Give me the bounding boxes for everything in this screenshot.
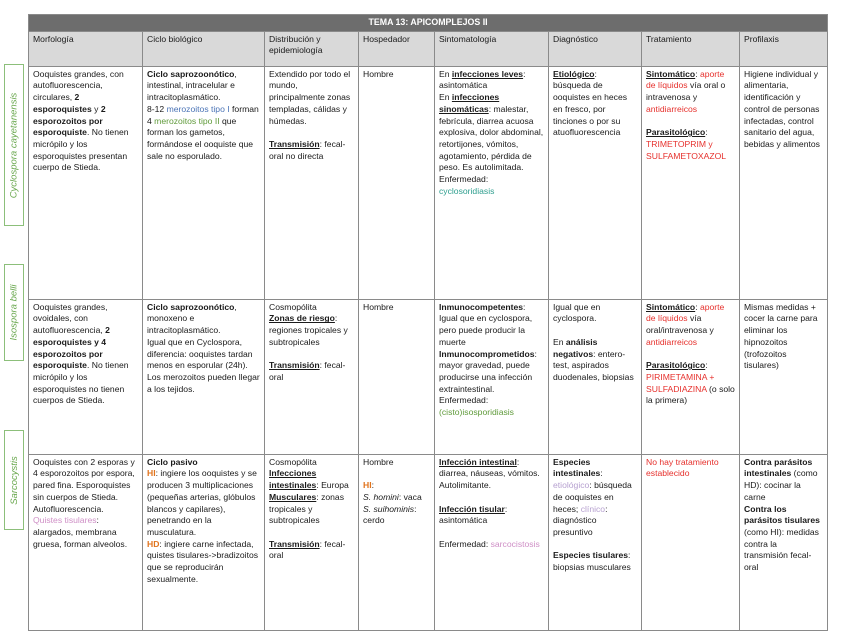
bold-text: Inmunocompetentes xyxy=(439,301,524,312)
table-row-sarcocystis xyxy=(29,454,828,630)
underlined-heading: Infección intestinal xyxy=(439,456,517,467)
bold-text: Ciclo pasivo xyxy=(147,456,198,467)
bold-text: análisis negativos xyxy=(553,336,598,359)
cell-tratamiento xyxy=(642,66,740,299)
text: (como HI): medidas contra la transmisión fecal-oral xyxy=(744,526,819,573)
lilac-term: etiológico xyxy=(553,480,590,491)
side-label-sarcocystis xyxy=(4,430,24,530)
text: : fecal-oral xyxy=(269,538,346,561)
pink-term: Quistes tisulares xyxy=(33,515,97,526)
cell-ciclo xyxy=(143,299,265,454)
text: : xyxy=(705,360,708,371)
bold-text: Ciclo saprozoonótico xyxy=(147,301,235,312)
hi-label: HI xyxy=(363,480,372,491)
bold-text: Inmunocomprometidos xyxy=(439,348,535,359)
text: : diarrea, náuseas, vómitos. Autolimitante. xyxy=(439,456,540,491)
underlined-heading: Parasitológico xyxy=(646,127,706,138)
disease-name: sarcocistosis xyxy=(490,538,540,549)
underlined-heading: Parasitológico xyxy=(646,360,706,371)
text: : xyxy=(695,68,700,79)
table-row-isospora xyxy=(29,299,828,454)
text: Enfermedad: xyxy=(439,538,491,549)
text: Ooquistes grandes, con autofluorescencia, circulares, xyxy=(33,68,124,103)
text: : vaca xyxy=(398,491,422,502)
text: 8-12 xyxy=(147,103,167,114)
header-ciclo: Ciclo biológico xyxy=(143,31,265,66)
cell-ciclo xyxy=(143,66,265,299)
text: , intestinal, intracelular e intracitoplasmático. xyxy=(147,68,237,103)
text: Ooquistes grandes, ovoidales, con autofluorescencia, xyxy=(33,301,108,336)
table-row-cyclospora xyxy=(29,66,828,299)
header-distribucion: Distribución y epidemiología xyxy=(265,31,359,66)
text: . No tienen micrópilo y los esporoquistes presentan cuerpo de Stieda. xyxy=(33,127,129,173)
drug-name: PIRIMETAMINA + SULFADIAZINA xyxy=(646,371,715,394)
cell-profilaxis xyxy=(740,299,828,454)
underlined-heading: infecciones sinomáticas xyxy=(439,92,500,114)
cell-profilaxis xyxy=(740,66,828,299)
text: Hombre xyxy=(363,301,394,312)
header-sintomatologia: Sintomatología xyxy=(435,31,549,66)
header-tratamiento: Tratamiento xyxy=(642,31,740,66)
cell-sintomatologia xyxy=(435,454,549,630)
red-text: aporte de líquidos xyxy=(646,301,725,324)
text: Igual que en cyclospora. xyxy=(553,301,601,324)
lilac-term: clínico xyxy=(580,503,606,514)
text: : alargados, membrana gruesa, forman alveolos. xyxy=(33,515,128,549)
text: y xyxy=(91,103,101,114)
text: : fecal-oral xyxy=(269,360,346,382)
side-label-isospora-text: Isospora belli xyxy=(8,284,20,341)
underlined-heading: Etiológico xyxy=(553,68,595,79)
underlined-heading: Transmisión xyxy=(269,538,320,549)
cell-ciclo xyxy=(143,454,265,630)
bold-text: 2 esporoquistes xyxy=(33,92,92,114)
cell-sintomatologia xyxy=(435,66,549,299)
text: : xyxy=(695,301,700,312)
text: : asintomática xyxy=(439,503,508,526)
side-label-sarcocystis-text: Sarcocystis xyxy=(8,455,20,505)
hd-label: HD xyxy=(147,538,160,549)
text: , monoxeno e intracitoplasmático. xyxy=(147,301,237,336)
side-label-cyclospora xyxy=(4,64,24,226)
cell-sintomatologia xyxy=(435,299,549,454)
text: : entero-test, aspirados duodenales, biopsias xyxy=(553,348,634,382)
species-name: S. suihominis xyxy=(363,503,415,514)
side-label-isospora xyxy=(4,264,24,361)
underlined-heading: infecciones leves xyxy=(451,68,524,79)
text: Cosmopólita xyxy=(269,301,317,312)
text: : regiones tropicales y subtropicales xyxy=(269,313,348,347)
text: : zonas tropicales y subtropicales xyxy=(269,491,345,526)
underlined-heading: Infección tisular xyxy=(439,503,505,514)
text: Los merozoitos pueden llegar a los tejidos. xyxy=(147,371,260,394)
disease-name: cyclosoridiasis xyxy=(439,185,495,196)
red-text: aporte de líquidos xyxy=(646,68,725,91)
text: En xyxy=(439,92,452,103)
text: : búsqueda de ooquistes en heces en fresco, por tinciones o por su atuofluorescencia xyxy=(553,68,628,138)
bold-text: Contra los parásitos tisulares xyxy=(744,503,820,526)
text: En xyxy=(439,68,452,79)
text: (o solo la primera) xyxy=(646,383,735,406)
cell-diagnostico xyxy=(549,454,642,630)
text: Hombre xyxy=(363,456,394,467)
cell-morfologia xyxy=(29,299,143,454)
red-text: No hay tratamiento establecido xyxy=(646,456,719,479)
header-diagnostico: Diagnóstico xyxy=(549,31,642,66)
disease-name: (cisto)isosporidiasis xyxy=(439,407,514,418)
text: : biopsias musculares xyxy=(553,550,631,573)
underlined-heading: Zonas de riesgo xyxy=(269,313,335,324)
underlined-heading: Transmisión xyxy=(269,360,320,371)
header-profilaxis: Profilaxis xyxy=(740,31,828,66)
text: Enfermedad: xyxy=(439,174,489,185)
cell-hospedador xyxy=(359,299,435,454)
cell-distribucion xyxy=(265,66,359,299)
hi-label: HI xyxy=(147,468,156,479)
text: Hombre xyxy=(363,68,394,79)
text: : xyxy=(600,468,603,479)
text: (como HD): cocinar la carne xyxy=(744,468,818,502)
text: . No tienen micrópilo y los esporoquistes no tienen cuerpos de Stieda. xyxy=(33,360,129,406)
text: : diagnóstico presuntivo xyxy=(553,503,608,537)
bold-text: Especies tisulares xyxy=(553,550,629,561)
text: En xyxy=(553,336,566,347)
drug-name: TRIMETOPRIM y SULFAMETOXAZOL xyxy=(646,138,727,161)
red-text: antidiarreicos xyxy=(646,336,698,347)
text: : xyxy=(371,480,374,491)
merozoitos-tipo-i: merozoitos tipo I xyxy=(166,103,230,114)
text: vía oral/intravenosa y xyxy=(646,313,714,336)
text: Cosmopólita xyxy=(269,456,317,467)
text: : asintomática xyxy=(439,68,526,91)
title-row xyxy=(29,15,828,32)
text: Enfermedad: xyxy=(439,395,489,406)
text: : ingiere los ooquistes y se producen 3 multiplicaciones (pequeñas arterias, glóbulos blancos y capilares), penetrando en la musculatura. xyxy=(147,468,257,537)
red-text: antidiarreicos xyxy=(646,103,698,114)
underlined-heading: Infecciones intestinales xyxy=(269,468,317,491)
cell-diagnostico xyxy=(549,299,642,454)
cell-hospedador xyxy=(359,66,435,299)
text: que forman los gametos, formándose el ooquiste que sale no esporulado. xyxy=(147,115,254,161)
bold-text: 2 esporozoitos por esporoquiste xyxy=(33,103,106,138)
cell-distribucion xyxy=(265,299,359,454)
bold-text: Contra parásitos intestinales xyxy=(744,456,813,479)
bold-text: Especies intestinales xyxy=(553,456,601,479)
text: : cerdo xyxy=(363,503,417,526)
cell-hospedador xyxy=(359,454,435,630)
underlined-heading: Sintomático xyxy=(646,68,696,79)
text: : mayor gravedad, puede producirse una infección extraintestinal. xyxy=(439,348,537,394)
table-title: TEMA 13: APICOMPLEJOS II xyxy=(29,15,828,32)
text: : fecal-oral no directa xyxy=(269,138,346,161)
text: vía oral o intravenosa y xyxy=(646,80,726,103)
cell-tratamiento xyxy=(642,299,740,454)
bold-text: 2 esporoquistes y 4 esporozoitos por esporoquiste xyxy=(33,325,110,371)
underlined-heading: Musculares xyxy=(269,491,317,502)
text: : ingiere carne infectada, quistes tisulares->bradizoitos que se reproducirán sexualmente. xyxy=(147,538,259,584)
text: Extendido por todo el mundo, principalmente zonas templadas, cálidas y húmedas. xyxy=(269,68,351,126)
text: Mismas medidas + cocer la carne para eliminar los hipnozoitos (trofozoitos tisulares) xyxy=(744,301,818,371)
text: : malestar, febrícula, diarrea acuosa explosiva, dolor abdominal, retortijones, vómitos, agotamiento, pérdida de peso. Es autolimitada. xyxy=(439,103,544,173)
text: : xyxy=(705,127,708,138)
merozoitos-tipo-ii: merozoitos tipo II xyxy=(154,115,220,126)
underlined-heading: Transmisión xyxy=(269,138,320,149)
text: : búsqueda de ooquistes en heces; xyxy=(553,480,632,514)
header-row xyxy=(29,31,828,66)
text: Ooquistes con 2 esporas y 4 esporozoitos por espora, pared fina. Esporoquistes sin cuerpos de Stieda. Autofluorescencia. xyxy=(33,456,135,514)
cell-diagnostico xyxy=(549,66,642,299)
underlined-heading: Sintomático xyxy=(646,301,696,312)
side-label-cyclospora-text: Cyclospora cayetanensis xyxy=(8,92,20,198)
species-name: S. homini xyxy=(363,491,399,502)
header-morfologia: Morfología xyxy=(29,31,143,66)
apicomplexa-table xyxy=(28,14,828,631)
species-side-labels xyxy=(0,0,27,599)
cell-morfologia xyxy=(29,454,143,630)
text: : Igual que en cyclospora, pero puede producir la muerte xyxy=(439,301,533,347)
cell-profilaxis xyxy=(740,454,828,630)
text: : Europa xyxy=(316,480,349,491)
bold-text: Ciclo saprozoonótico xyxy=(147,68,235,79)
cell-tratamiento xyxy=(642,454,740,630)
cell-distribucion xyxy=(265,454,359,630)
header-hospedador: Hospedador xyxy=(359,31,435,66)
cell-morfologia xyxy=(29,66,143,299)
text: Higiene individual y alimentaria, identificación y control de personas infectadas, control sanitario del agua, bebidas y alimentos xyxy=(744,68,820,149)
text: Igual que en Cyclospora, diferencia: ooquistes tardan menos en esporular (24h). xyxy=(147,336,253,371)
text: forman 4 xyxy=(147,103,259,126)
